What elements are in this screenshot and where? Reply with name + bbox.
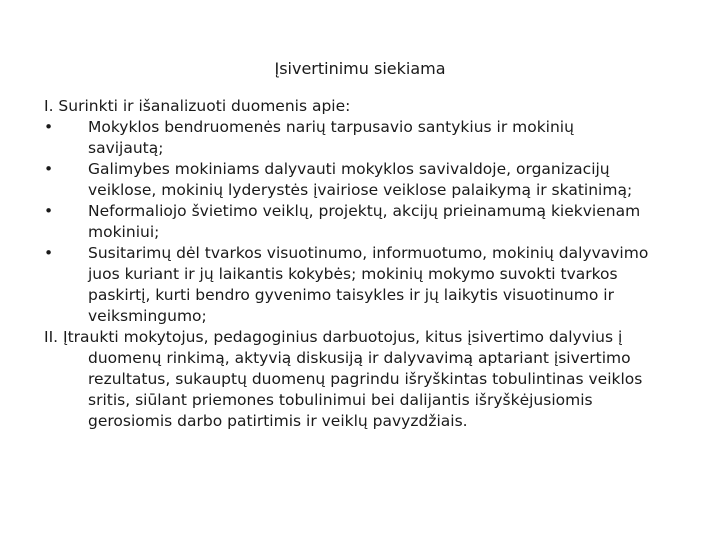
bullet-text-line: Mokyklos bendruomenės narių tarpusavio santykius ir mokinių [88,118,574,136]
section-2-line: duomenų rinkimą, aktyvią diskusiją ir dalyvavimą aptariant įsivertimo [88,349,631,367]
bullet-text-line: Susitarimų dėl tvarkos visuotinumo, informuotumo, mokinių dalyvavimo [88,244,649,262]
slide-title: Įsivertinimu siekiama [274,59,446,78]
section-2-line-1: II. Įtraukti mokytojus, pedagoginius darbuotojus, kitus įsivertimo dalyvius į [44,328,623,346]
bullet-icon: • [44,244,54,262]
bullet-icon: • [44,202,54,220]
section-2-line: gerosiomis darbo patirtimis ir veiklų pavyzdžiais. [88,412,468,430]
bullet-text-line: juos kuriant ir jų laikantis kokybės; mokinių mokymo suvokti tvarkos [88,265,618,283]
bullet-text-line: savijautą; [88,139,164,157]
bullet-text-line: paskirtį, kurti bendro gyvenimo taisykles ir jų laikytis visuotinumo ir [88,286,614,304]
bullet-icon: • [44,160,54,178]
section-2-line: rezultatus, sukauptų duomenų pagrindu išryškintas tobulintinas veiklos [88,370,643,388]
section-2-line: sritis, siūlant priemones tobulinimui bei dalijantis išryškėjusiomis [88,391,593,409]
bullet-text-line: mokiniui; [88,223,160,241]
bullet-icon: • [44,118,54,136]
bullet-text-line: Neformaliojo švietimo veiklų, projektų, akcijų prieinamumą kiekvienam [88,202,641,220]
bullet-item-1 [44,117,684,159]
bullet-text-line: veiksmingumo; [88,307,207,325]
bullet-item-3 [44,201,684,243]
bullet-text-line: Galimybes mokiniams dalyvauti mokyklos savivaldoje, organizacijų [88,160,610,178]
section-1-heading: I. Surinkti ir išanalizuoti duomenis apie: [44,97,351,115]
bullet-text-line: veiklose, mokinių lyderystės įvairiose veiklose palaikymą ir skatinimą; [88,181,633,199]
bullet-item-2 [44,159,684,201]
slide-body [44,96,684,432]
bullet-item-4 [44,243,684,327]
